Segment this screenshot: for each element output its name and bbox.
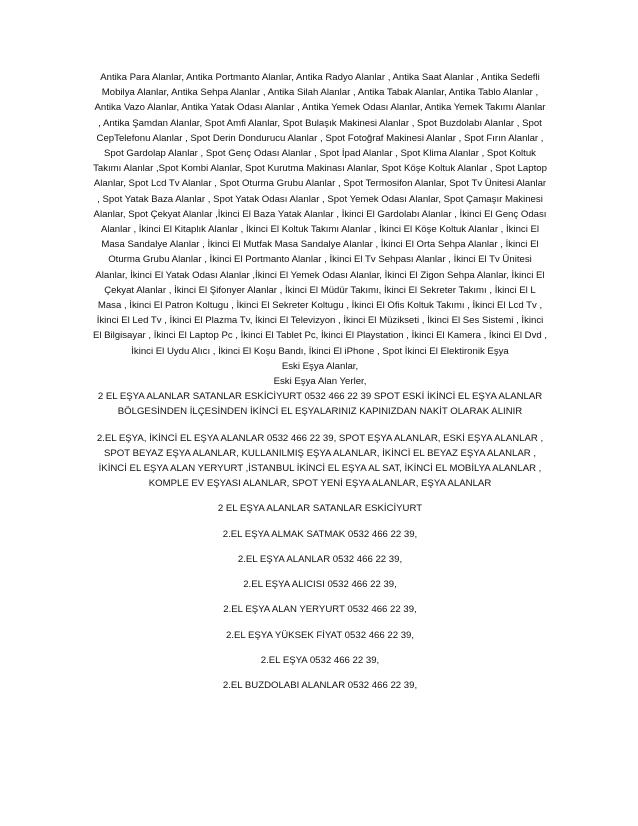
list-item: 2.EL EŞYA ALICISI 0532 466 22 39, [243,579,397,591]
list-item: 2.EL EŞYA 0532 466 22 39, [260,654,380,666]
intro-paragraph: Antika Para Alanlar, Antika Portmanto Alanlar, Antika Radyo Alanlar , Antika Saat Alanlar , Antika Sedefli Mobilya Alanlar, Antika Sehpa Alanlar , Antika Silah Alanlar , Antika Tabak Alanlar, Antika Tablo Alanlar , Antika Vazo Alanlar, Antika Yatak Odası Alanlar , Antika Yemek Odası Alanlar, Antika Yemek Takımı Alanlar , Antika Şamdan Alanlar, Spot Amfi Alanlar, Spot Bulaşık Makinesi Alanlar , Spot Buzdolabı Alanlar , Spot CepTelefonu Alanlar , Spot Derin Dondurucu Alanlar , Spot Fotoğraf Makinesi Alanlar , Spot Fırın Alanlar , Spot Gardolap Alanlar , Spot Genç Odası Alanlar , Spot İpad Alanlar , Spot Klima Alanlar , Spot Koltuk Takımı Alanlar ,Spot Kombi Alanlar, Spot Kurutma Makinası Alanlar, Spot Köşe Koltuk Alanlar , Spot Laptop Alanlar, Spot Lcd Tv Alanlar , Spot Oturma Grubu Alanlar , Spot Termosifon Alanlar, Spot Tv Ünitesi Alanlar , Spot Yatak Baza Alanlar , Spot Yatak Odası Alanlar , Spot Yemek Odası Alanlar, Spot Çamaşır Makinesi Alanlar, Spot Çekyat Alanlar ,İkinci El Baza Yatak Alanlar , İkinci El Gardolabı Alanlar , İkinci El Genç Odası Alanlar , İkinci El Kitaplık Alanlar , İkinci El Koltuk Takımı Alanlar , İkinci El Köşe Koltuk Alanlar , İkinci El Masa Sandalye Alanlar , İkinci El Mutfak Masa Sandalye Alanlar , İkinci El Orta Sehpa Alanlar , İkinci El Oturma Grubu Alanlar , İkinci El Portmanto Alanlar , İkinci El Tv Sehpası Alanlar , İkinci El Tv Ünitesi Alanlar, İkinci El Yatak Odası Alanlar ,İkinci El Yemek Odası Alanlar, İkinci El Zigon Sehpa Alanlar, İkinci El Çekyat Alanlar , İkinci El Şifonyer Alanlar , İkinci El Müdür Takımı, İkinci El Sekreter Takımı , İkinci El L Masa , İkinci El Patron Koltugu , İkinci El Sekreter Koltugu , İkinci El Ofis Koltuk Takımı , İkinci El Lcd Tv , İkinci El Led Tv , İkinci El Plazma Tv, İkinci El Televizyon , İkinci El Müzikseti , İkinci El Ses Sistemi , İkinci El Bilgisayar , İkinci El Laptop Pc , İkinci El Tablet Pc, İkinci El Playstation , İkinci El Kamera , İkinci El Dvd , İkinci El Uydu Alıcı , İkinci El Koşu Bandı, İkinci El iPhone , Spot İkinci El Elektironik Eşya [92,72,548,357]
list-item: 2 EL EŞYA ALANLAR SATANLAR ESKİCİYURT [217,503,423,515]
keywords-paragraph: 2.EL EŞYA, İKİNCİ EL EŞYA ALANLAR 0532 466 22 39, SPOT EŞYA ALANLAR, ESKİ EŞYA ALANLAR , SPOT BEYAZ EŞYA ALANLAR, KULLANILMIŞ EŞYA ALANLAR, İKİNCİ EL BEYAZ EŞYA ALANLAR , İKİNCİ EL EŞYA ALAN YERYURT ,İSTANBUL İKİNCİ EL EŞYA AL SAT, İKİNCİ EL MOBİLYA ALANLAR , KOMPLE EV EŞYASI ALANLAR, SPOT YENİ EŞYA ALANLAR, EŞYA ALANLAR [96,432,544,490]
list-item: 2.EL EŞYA ALANLAR 0532 466 22 39, [237,553,403,565]
eski-esya-alan-yerler-line: Eski Eşya Alan Yerler, [273,376,367,388]
region-line: BÖLGESİNDEN İLÇESİNDEN İKİNCİ EL EŞYALARINIZ KAPINIZDAN NAKİT OLARAK ALINIR [117,406,523,418]
list-lines [92,501,548,693]
document-page [92,70,548,703]
list-item: 2.EL EŞYA YÜKSEK FİYAT 0532 466 22 39, [225,629,415,641]
list-item: 2.EL EŞYA ALMAK SATMAK 0532 466 22 39, [222,528,418,540]
contact-line: 2 EL EŞYA ALANLAR SATANLAR ESKİCİYURT 0532 466 22 39 SPOT ESKİ İKİNCİ EL EŞYA ALANLAR [97,391,543,403]
list-item: 2.EL BUZDOLABI ALANLAR 0532 466 22 39, [222,679,418,691]
list-item: 2.EL EŞYA ALAN YERYURT 0532 466 22 39, [223,604,417,616]
eski-esya-line: Eski Eşya Alanlar, [281,360,359,372]
